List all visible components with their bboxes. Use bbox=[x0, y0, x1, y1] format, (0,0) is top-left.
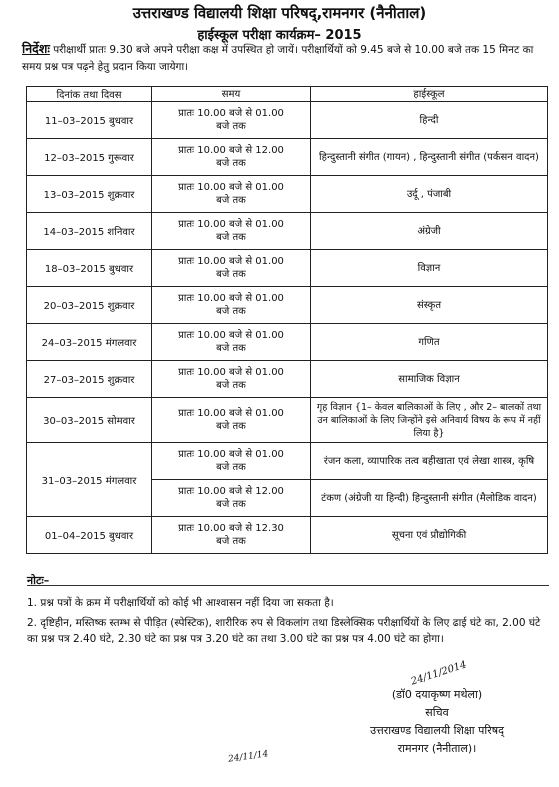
row-date: 18–03–2015 बुधवार bbox=[27, 250, 152, 287]
table-row bbox=[27, 176, 548, 213]
handwritten-signature-date: 24/11/2014 bbox=[409, 659, 468, 688]
time-end: बजे तक bbox=[216, 343, 246, 354]
time-start: प्रातः 10.00 बजे से 12.00 bbox=[178, 486, 284, 497]
table-row bbox=[27, 250, 548, 287]
table-row bbox=[27, 517, 548, 554]
table-row bbox=[27, 324, 548, 361]
row-date: 20–03–2015 शुक्रवार bbox=[27, 287, 152, 324]
row-date: 12–03–2015 गुरूवार bbox=[27, 139, 152, 176]
handwritten-initials-date: 24/11/14 bbox=[227, 749, 269, 765]
time-end: बजे तक bbox=[216, 158, 246, 169]
signatory-name: (डॉ0 दयाकृष्ण मथेला) bbox=[391, 688, 483, 701]
row-time bbox=[152, 480, 311, 517]
row-time bbox=[152, 213, 311, 250]
instruction-text: परीक्षार्थी प्रातः 9.30 बजे अपने परीक्षा कक्ष में उपस्थित हो जायें। परीक्षार्थियों को 9.45 बजे से 10.00 बजे तक 15 मिनट का समय प्रश्न पत्र पढ़ने हेतु प्रदान किया जायेगा। bbox=[22, 44, 534, 73]
row-time bbox=[152, 361, 311, 398]
signatory-designation: सचिव bbox=[425, 706, 449, 719]
row-subject: अंग्रेजी bbox=[311, 213, 548, 250]
header-time: समय bbox=[152, 87, 311, 102]
note-item-2: 2. दृष्टिहीन, मस्तिष्क स्तम्भ से पीड़ित (स्पेस्टिक), शारीरिक रुप से विकलांग तथा डिस्लेक्सिक परीक्षार्थियों के लिए ढाई घंटे का, 2.00 घंटे का प्रश्न पत्र 2.40 घंटे, 2.30 घंटे का प्रश्न पत्र 3.20 घंटे का तथा 3.00 घंटे का प्रश्न पत्र 4.00 घंटे का होगा। bbox=[27, 617, 541, 645]
row-date: 27–03–2015 शुक्रवार bbox=[27, 361, 152, 398]
row-time bbox=[152, 287, 311, 324]
header-date: दिनांक तथा दिवस bbox=[27, 87, 152, 102]
table-row bbox=[27, 139, 548, 176]
row-date: 11–03–2015 बुधवार bbox=[27, 102, 152, 139]
row-subject: हिन्दी bbox=[311, 102, 548, 139]
time-end: बजे तक bbox=[216, 380, 246, 391]
row-subject: गृह विज्ञान {1– केवल बालिकाओं के लिए , और 2– बालकों तथा उन बालिकाओं के लिए जिन्होंने इसे अनिवार्य विषय के रूप में नहीं लिया है} bbox=[311, 398, 548, 443]
time-start: प्रातः 10.00 बजे से 01.00 bbox=[178, 219, 284, 230]
note-item-1: 1. प्रश्न पत्रों के क्रम में परीक्षार्थियों को कोई भी आश्वासन नहीं दिया जा सकता है। bbox=[27, 597, 334, 609]
row-time bbox=[152, 517, 311, 554]
row-time bbox=[152, 176, 311, 213]
time-start: प्रातः 10.00 बजे से 01.00 bbox=[178, 408, 284, 419]
board-title: उत्तराखण्ड विद्यालयी शिक्षा परिषद्,रामनगर (नैनीताल) bbox=[132, 4, 427, 22]
notes-divider bbox=[27, 585, 549, 586]
row-date: 13–03–2015 शुक्रवार bbox=[27, 176, 152, 213]
table-row bbox=[27, 398, 548, 443]
row-subject: संस्कृत bbox=[311, 287, 548, 324]
table-row bbox=[27, 361, 548, 398]
time-end: बजे तक bbox=[216, 536, 246, 547]
signatory-office: उत्तराखण्ड विद्यालयी शिक्षा परिषद् bbox=[370, 724, 504, 737]
table-row bbox=[27, 213, 548, 250]
time-end: बजे तक bbox=[216, 121, 246, 132]
table-header-row bbox=[27, 87, 548, 102]
notes-heading: नोटः– bbox=[27, 574, 50, 587]
time-start: प्रातः 10.00 बजे से 01.00 bbox=[178, 449, 284, 460]
time-end: बजे तक bbox=[216, 421, 246, 432]
time-end: बजे तक bbox=[216, 232, 246, 243]
table-row bbox=[27, 287, 548, 324]
time-end: बजे तक bbox=[216, 195, 246, 206]
time-start: प्रातः 10.00 बजे से 01.00 bbox=[178, 330, 284, 341]
row-time bbox=[152, 443, 311, 480]
time-end: बजे तक bbox=[216, 499, 246, 510]
row-subject: सूचना एवं प्रौद्योगिकी bbox=[311, 517, 548, 554]
time-start: प्रातः 10.00 बजे से 01.00 bbox=[178, 293, 284, 304]
time-start: प्रातः 10.00 बजे से 01.00 bbox=[178, 256, 284, 267]
row-subject: विज्ञान bbox=[311, 250, 548, 287]
time-start: प्रातः 10.00 बजे से 01.00 bbox=[178, 182, 284, 193]
time-start: प्रातः 10.00 बजे से 12.00 bbox=[178, 145, 284, 156]
table-row bbox=[27, 443, 548, 480]
row-date: 14–03–2015 शनिवार bbox=[27, 213, 152, 250]
instruction-label: निर्देशः bbox=[22, 41, 50, 56]
row-subject: टंकण (अंग्रेजी या हिन्दी) हिन्दुस्तानी संगीत (मैलोडिक वादन) bbox=[311, 480, 548, 517]
row-subject: हिन्दुस्तानी संगीत (गायन) , हिन्दुस्तानी संगीत (पर्कसन वादन) bbox=[311, 139, 548, 176]
schedule-subtitle: हाईस्कूल परीक्षा कार्यक्रम– 2015 bbox=[197, 28, 362, 43]
instruction-block bbox=[22, 40, 544, 76]
time-start: प्रातः 10.00 बजे से 01.00 bbox=[178, 367, 284, 378]
row-time bbox=[152, 139, 311, 176]
row-time bbox=[152, 324, 311, 361]
row-date: 24–03–2015 मंगलवार bbox=[27, 324, 152, 361]
exam-schedule-table bbox=[26, 86, 548, 554]
row-subject: गणित bbox=[311, 324, 548, 361]
time-start: प्रातः 10.00 बजे से 01.00 bbox=[178, 108, 284, 119]
time-end: बजे तक bbox=[216, 462, 246, 473]
time-end: बजे तक bbox=[216, 269, 246, 280]
row-time bbox=[152, 398, 311, 443]
row-time bbox=[152, 250, 311, 287]
row-subject: उर्दू , पंजाबी bbox=[311, 176, 548, 213]
header-highschool: हाईस्कूल bbox=[311, 87, 548, 102]
row-date: 30–03–2015 सोमवार bbox=[27, 398, 152, 443]
row-subject: सामाजिक विज्ञान bbox=[311, 361, 548, 398]
table-row bbox=[27, 102, 548, 139]
row-date: 01–04–2015 बुधवार bbox=[27, 517, 152, 554]
time-end: बजे तक bbox=[216, 306, 246, 317]
row-date: 31–03–2015 मंगलवार bbox=[27, 443, 152, 517]
signatory-place: रामनगर (नैनीताल)। bbox=[397, 742, 477, 755]
row-subject: रंजन कला, व्यापारिक तत्व बहीखाता एवं लेखा शास्त्र, कृषि bbox=[311, 443, 548, 480]
time-start: प्रातः 10.00 बजे से 12.30 bbox=[178, 523, 284, 534]
row-time bbox=[152, 102, 311, 139]
